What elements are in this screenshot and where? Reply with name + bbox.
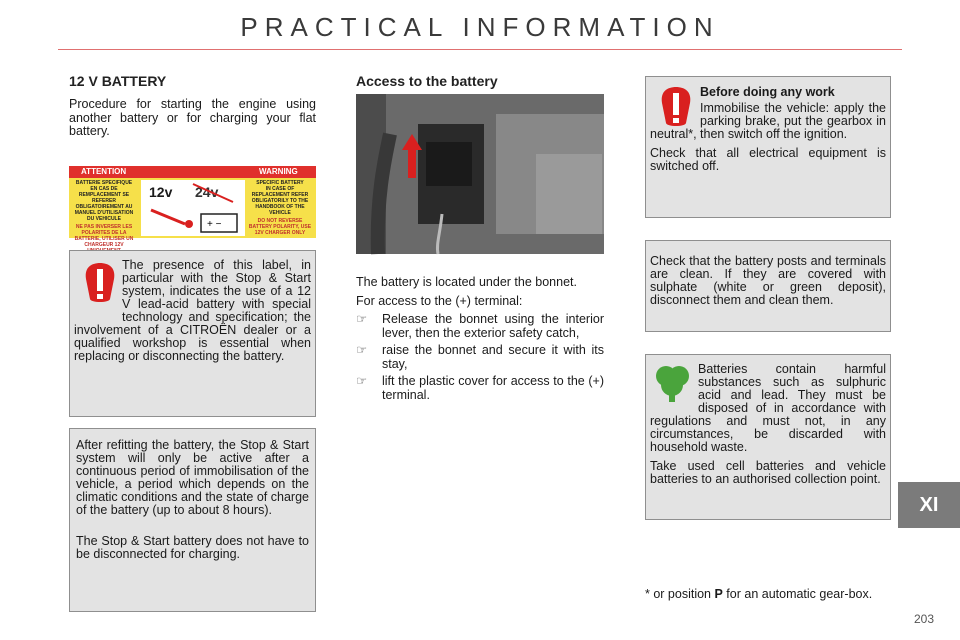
before-work-title: Before doing any work [700, 85, 835, 99]
label-fr-text: EN CAS DE REMPLACEMENT SE REFERER OBLIGATOIREMENT AU MANUEL D'UTILISATION DU VEHICULE [74, 186, 134, 222]
header-rule [58, 49, 902, 50]
engine-bay-illustration [356, 94, 604, 254]
environment-disposal: Take used cell batteries and vehicle batteries to an authorised collection point. [650, 459, 886, 486]
section-tab: XI [898, 482, 960, 528]
environment-text: Batteries contain harmful substances such as sulphuric acid and lead. They must be disposed of in accordance with regulations and must not, in any circumstances, be discarded with household waste. [650, 362, 886, 454]
label-en-text: IN CASE OF REPLACEMENT REFER OBLIGATORILY TO THE HANDBOOK OF THE VEHICLE [251, 186, 309, 216]
battery-photo [356, 94, 604, 254]
stop-start-label-panel [69, 250, 316, 417]
before-work-text: Immobilise the vehicle: apply the parking brake, put the gearbox in neutral*, then switch off the ignition. [650, 101, 886, 141]
label-fr-bottom: NE PAS INVERSER LES POLARITES DE LA BATTERIE, UTILISER UN CHARGEUR 12V [74, 224, 134, 248]
check-terminals-text: Check that the battery posts and terminals are clean. If they are covered with sulphate (white or green deposit), disconnect them and clean them. [650, 254, 886, 307]
before-work-panel [645, 76, 891, 218]
label-en-title: SPECIFIC BATTERY [256, 180, 304, 186]
refit-text: After refitting the battery, the Stop & Start system will only be active after a continuous period of immobilisation of the vehicle, a period which depends on the climatic conditions and the state of charge of the battery (up to about 8 hours). [76, 438, 309, 517]
list-item: ☞ raise the bonnet and secure it with its stay, [356, 343, 604, 371]
label-center [141, 180, 245, 236]
label-warning: WARNING [259, 167, 298, 176]
footnote: * or position P for an automatic gear-box. [645, 587, 873, 601]
battery-location: The battery is located under the bonnet. [356, 275, 577, 289]
access-intro: For access to the (+) terminal: [356, 293, 523, 308]
refit-note: The Stop & Start battery does not have to be disconnected for charging. [76, 534, 309, 561]
label-24v: 24v [195, 184, 219, 200]
list-item: ☞ lift the plastic cover for access to the (+) terminal. [356, 374, 604, 402]
pointing-hand-icon: ☞ [356, 343, 368, 357]
check-terminals-panel [645, 240, 891, 332]
label-battery-icon [141, 180, 245, 236]
label-band [69, 166, 316, 178]
svg-text:+ −: + − [207, 219, 222, 230]
pointing-hand-icon: ☞ [356, 374, 368, 388]
environment-panel [645, 354, 891, 520]
label-attention: ATTENTION [81, 167, 127, 176]
page-title: PRACTICAL INFORMATION [240, 12, 720, 42]
label-fr-title: BATTERIE SPECIFIQUE [75, 180, 133, 186]
before-work-check: Check that all electrical equipment is switched off. [650, 146, 886, 173]
list-item: ☞ Release the bonnet using the interior lever, then the exterior safety catch, [356, 312, 604, 340]
section-title-battery: 12 V BATTERY [69, 73, 167, 89]
label-12v: 12v [149, 184, 173, 200]
access-instructions [356, 276, 604, 406]
label-en-bottom: DO NOT REVERSE BATTERY POLARITY, USE 12V CHARGER ONLY [248, 218, 312, 236]
stop-start-label-text: The presence of this label, in particular with the Stop & Start system, indicates the use of a 12 V lead-acid battery with special technology and specification; the involvement of a CITROËN dealer or a qualified workshop is essential when replacing or disconnecting the battery. [74, 258, 311, 363]
stop-start-refit-panel [69, 428, 316, 612]
page-number: 203 [914, 612, 935, 626]
section-title-access: Access to the battery [356, 73, 498, 89]
battery-intro: Procedure for starting the engine using another battery or for charging your flat battery. [69, 97, 316, 138]
battery-warning-label [69, 166, 316, 248]
pointing-hand-icon: ☞ [356, 312, 368, 326]
